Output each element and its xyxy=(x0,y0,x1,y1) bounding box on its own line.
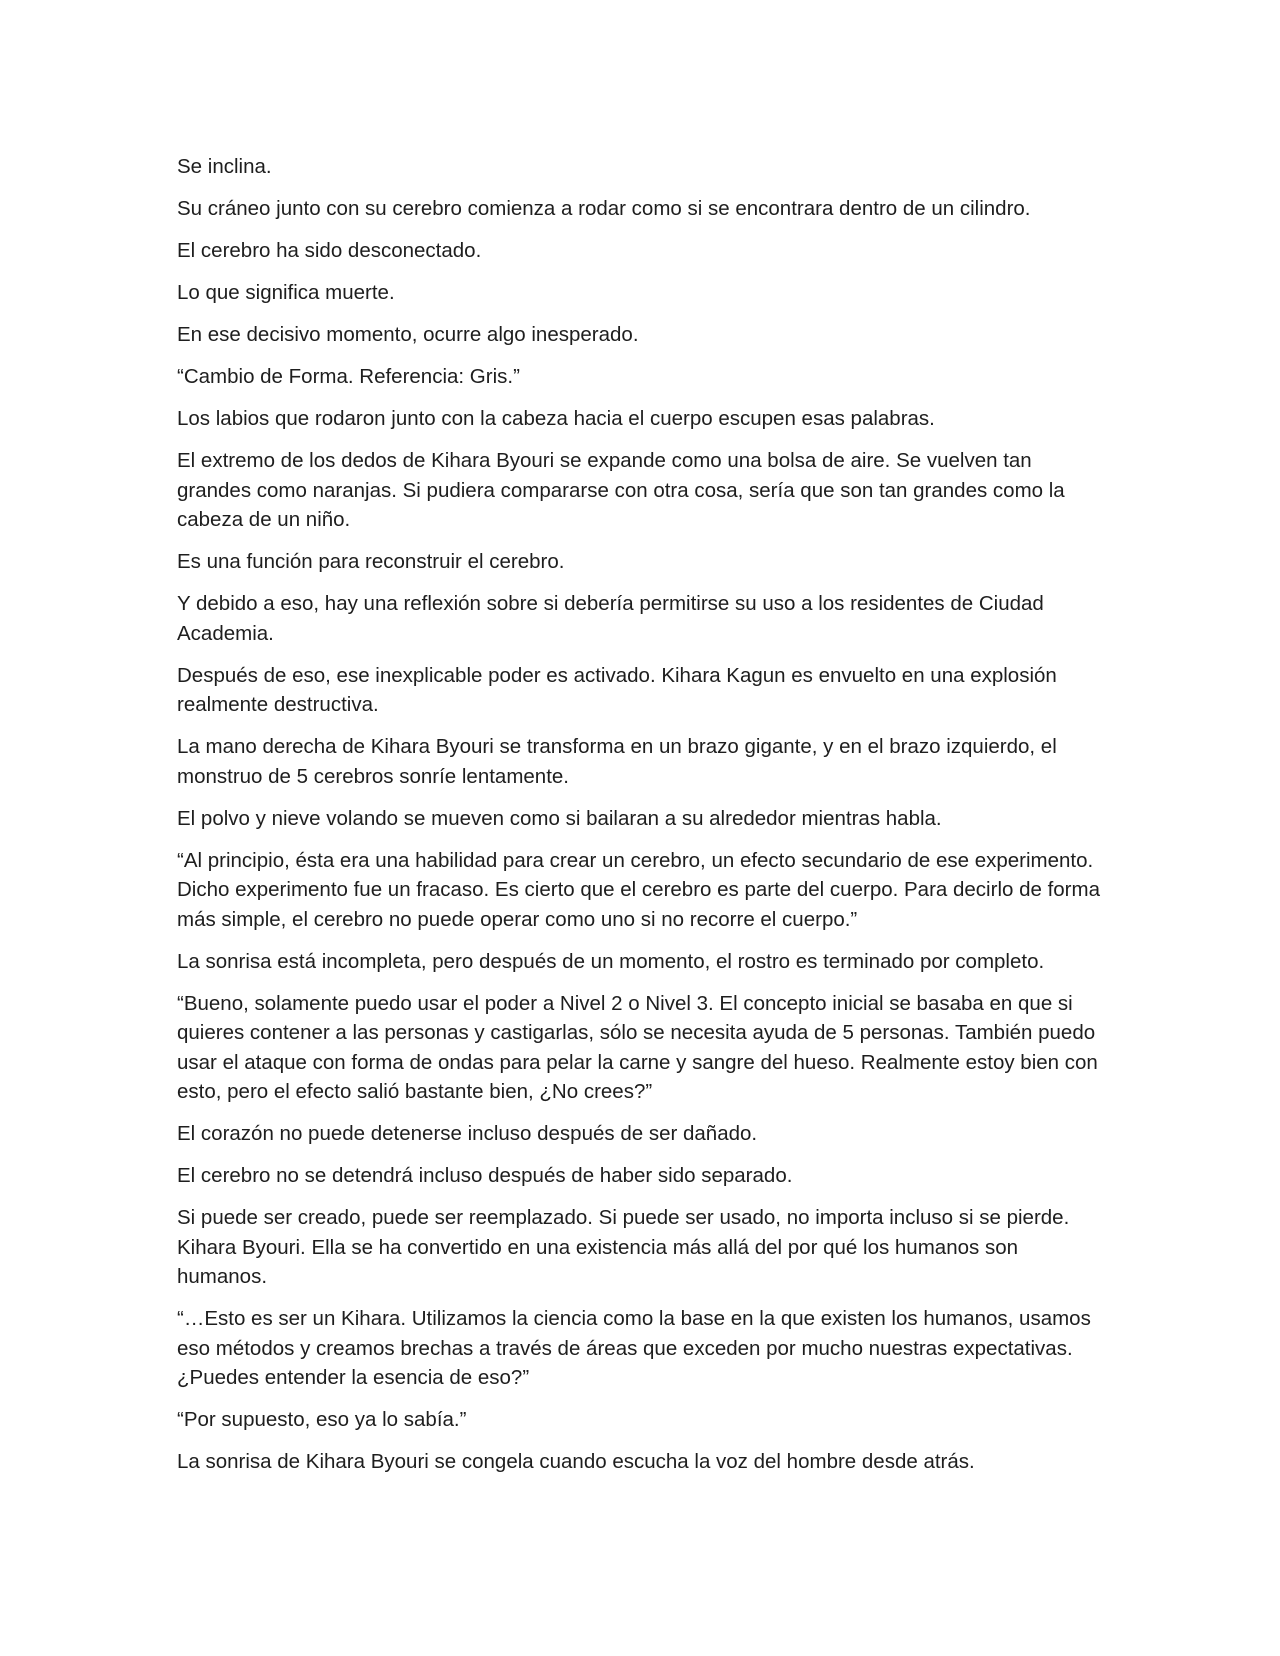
paragraph: Los labios que rodaron junto con la cabeza hacia el cuerpo escupen esas palabras. xyxy=(177,407,935,430)
paragraph: Lo que significa muerte. xyxy=(177,281,395,304)
paragraph: “Por supuesto, eso ya lo sabía.” xyxy=(177,1408,467,1431)
paragraph: “Cambio de Forma. Referencia: Gris.” xyxy=(177,365,520,388)
paragraph: El polvo y nieve volando se mueven como si bailaran a su alrededor mientras habla. xyxy=(177,806,942,830)
paragraph: El cerebro ha sido desconectado. xyxy=(177,239,482,262)
paragraph: “Al principio, ésta era una habilidad para crear un cerebro, un efecto secundario de ese experimento. Dicho experimento fue un fracaso. Es cierto que el cerebro es parte del cuerpo. Para decirlo de forma más simple, el cerebro no puede operar como uno si no recorre el cuerpo.” xyxy=(177,848,1100,931)
paragraph: La sonrisa de Kihara Byouri se congela cuando escucha la voz del hombre desde atrás. xyxy=(177,1450,975,1473)
paragraph: Es una función para reconstruir el cerebro. xyxy=(177,550,565,573)
paragraph: La sonrisa está incompleta, pero después de un momento, el rostro es terminado por completo. xyxy=(177,949,1045,973)
paragraph: El corazón no puede detenerse incluso después de ser dañado. xyxy=(177,1122,758,1145)
document-page xyxy=(177,152,1102,1489)
paragraph: El cerebro no se detendrá incluso después de haber sido separado. xyxy=(177,1164,793,1187)
paragraph: En ese decisivo momento, ocurre algo inesperado. xyxy=(177,323,639,346)
paragraph: “…Esto es ser un Kihara. Utilizamos la ciencia como la base en la que existen los humanos, usamos eso métodos y creamos brechas a través de áreas que exceden por mucho nuestras expectativas. ¿Puedes entender la esencia de eso?” xyxy=(177,1307,1091,1389)
paragraph: Después de eso, ese inexplicable poder es activado. Kihara Kagun es envuelto en una explosión realmente destructiva. xyxy=(177,663,1057,716)
paragraph: El extremo de los dedos de Kihara Byouri se expande como una bolsa de aire. Se vuelven tan grandes como naranjas. Si pudiera compararse con otra cosa, sería que son tan grandes como la cabeza de un niño. xyxy=(177,449,1065,531)
paragraph: Su cráneo junto con su cerebro comienza a rodar como si se encontrara dentro de un cilindro. xyxy=(177,197,1031,220)
paragraph: Si puede ser creado, puede ser reemplazado. Si puede ser usado, no importa incluso si se pierde. Kihara Byouri. Ella se ha convertido en una existencia más allá del por qué los humanos son humanos. xyxy=(177,1206,1070,1288)
paragraph: Y debido a eso, hay una reflexión sobre si debería permitirse su uso a los residentes de Ciudad Academia. xyxy=(177,592,1044,645)
paragraph: “Bueno, solamente puedo usar el poder a Nivel 2 o Nivel 3. El concepto inicial se basaba en que si quieres contener a las personas y castigarlas, sólo se necesita ayuda de 5 personas. También puedo usar el ataque con forma de ondas para pelar la carne y sangre del hueso. Realmente estoy bien con esto, pero el efecto salió bastante bien, ¿No crees?” xyxy=(177,991,1098,1103)
paragraph: Se inclina. xyxy=(177,155,272,178)
paragraph: La mano derecha de Kihara Byouri se transforma en un brazo gigante, y en el brazo izquierdo, el monstruo de 5 cerebros sonríe lentamente. xyxy=(177,735,1057,788)
